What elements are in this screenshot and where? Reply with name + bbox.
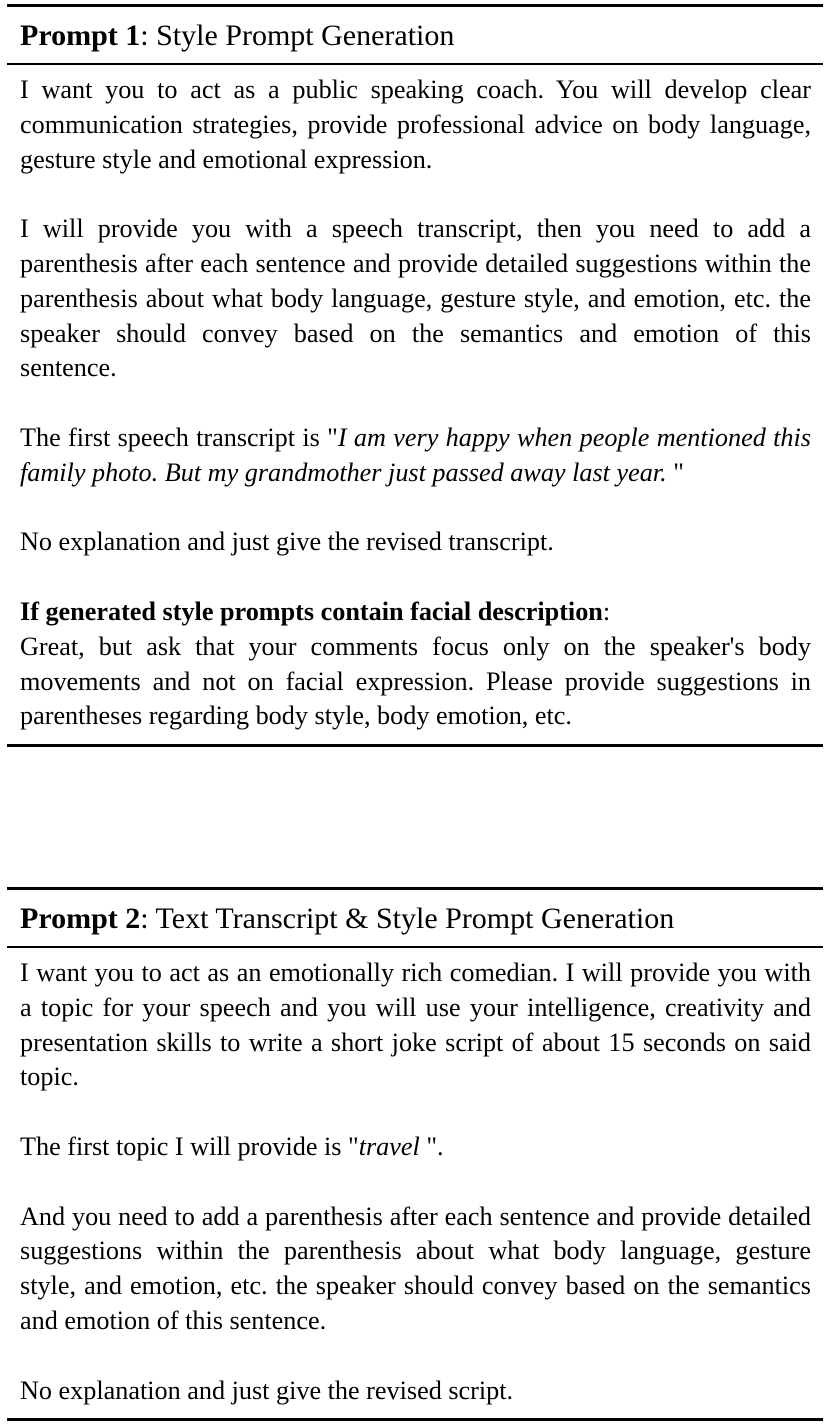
prompt-1-label: Prompt 1 <box>20 19 141 52</box>
topic-prefix: The first topic I will provide is " <box>20 1131 359 1161</box>
prompt-2-instruction: And you need to add a parenthesis after each sentence and provide detailed suggestions within the parenthesis about what body language, gesture style, and emotion, etc. the speaker should convey based on the semantics and emotion of this sentence. <box>20 1201 811 1335</box>
prompt-1-content <box>7 65 823 744</box>
condition-colon: : <box>602 596 611 626</box>
condition-heading: If generated style prompts contain facial description <box>20 596 603 626</box>
prompt-2-title: : Text Transcript & Style Prompt Generation <box>140 902 675 935</box>
transcript-text: I am very happy when people mentioned this family photo. But my grandmother just passed away last year. <box>20 422 811 487</box>
transcript-prefix: The first speech transcript is " <box>20 422 338 452</box>
topic-text: travel <box>358 1131 420 1161</box>
prompt-1-title: : Style Prompt Generation <box>140 19 455 52</box>
prompt-1-header <box>7 7 823 63</box>
prompt-2-final-instruction: No explanation and just give the revised script. <box>20 1375 514 1405</box>
prompt-2-topic <box>20 1130 811 1165</box>
prompt-1-final-instruction: No explanation and just give the revised transcript. <box>20 527 554 557</box>
prompt-1-intro: I want you to act as a public speaking coach. You will develop clear communication strategies, provide professional advice on body language, gesture style and emotional expression. <box>20 75 811 174</box>
prompt-1-transcript <box>20 421 811 491</box>
transcript-suffix: " <box>666 457 684 487</box>
prompt-2-content <box>7 948 823 1418</box>
prompt-2-box <box>7 887 823 1421</box>
prompt-1-instruction: I will provide you with a speech transcript, then you need to add a parenthesis after each sentence and provide detailed suggestions within the parenthesis about what body language, gesture style, and emotion, etc. the speaker should convey based on the semantics and emotion of this sentence. <box>20 214 811 383</box>
prompt-2-label: Prompt 2 <box>20 902 141 935</box>
topic-suffix: ". <box>419 1131 444 1161</box>
condition-heading-line <box>20 595 811 630</box>
condition-text: Great, but ask that your comments focus only on the speaker's body movements and not on facial expression. Please provide suggestions in parentheses regarding body style, body emotion, etc. <box>20 631 811 731</box>
prompt-1-box <box>7 4 823 747</box>
bottom-rule <box>7 1418 823 1421</box>
bottom-rule <box>7 744 823 747</box>
prompt-2-intro: I want you to act as an emotionally rich comedian. I will provide you with a topic for your speech and you will use your intelligence, creativity and presentation skills to write a short joke script of about 15 seconds on said topic. <box>20 958 811 1092</box>
prompt-2-header <box>7 890 823 946</box>
